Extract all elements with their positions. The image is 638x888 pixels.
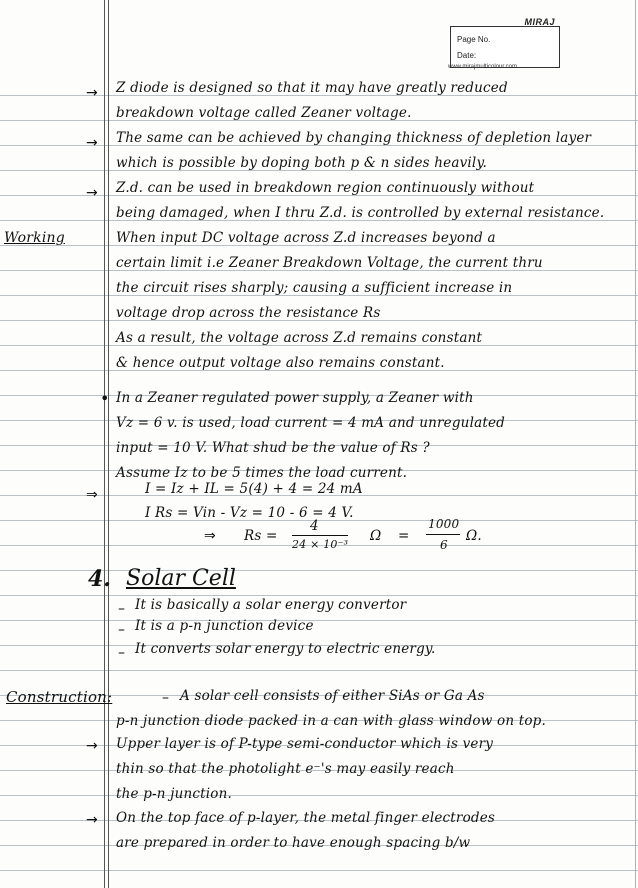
dash-bullet: – xyxy=(118,645,125,661)
bullet-dot: • xyxy=(100,389,110,408)
text-line: The same can be achieved by changing thickness of depletion layer xyxy=(116,130,592,146)
section-number: 4. xyxy=(88,566,111,592)
page-header-box xyxy=(450,17,560,68)
dash-bullet: – xyxy=(118,622,125,638)
text-line: thin so that the photolight e⁻'s may easily reach xyxy=(116,761,455,777)
text-line: are prepared in order to have enough spacing b/w xyxy=(116,835,471,851)
bullet-text: It converts solar energy to electric energy. xyxy=(135,641,436,657)
text-line: the circuit rises sharply; causing a sufficient increase in xyxy=(116,280,513,296)
text-line: which is possible by doping both p & n sides heavily. xyxy=(116,155,487,171)
text-line: Z.d. can be used in breakdown region continuously without xyxy=(116,180,535,196)
text-line: the p-n junction. xyxy=(116,786,232,802)
text-line: Assume Iz to be 5 times the load current. xyxy=(116,465,408,481)
text-line: In a Zeaner regulated power supply, a Zeaner with xyxy=(116,390,474,406)
ruled-line xyxy=(0,795,638,796)
arrow-icon: → xyxy=(86,738,98,754)
text-line: certain limit i.e Zeaner Breakdown Voltage, the current thru xyxy=(116,255,543,271)
fraction-bar xyxy=(292,535,348,536)
equation-lhs: Rs = xyxy=(244,528,278,544)
equals-sign: = xyxy=(398,528,410,544)
text-line: On the top face of p-layer, the metal finger electrodes xyxy=(116,810,496,826)
text-line: Vz = 6 v. is used, load current = 4 mA and unregulated xyxy=(116,415,505,431)
fraction-numerator: 1000 xyxy=(428,517,460,531)
text-line: & hence output voltage also remains constant. xyxy=(116,355,445,371)
arrow-icon: → xyxy=(86,185,98,201)
text-line: Z diode is designed so that it may have greatly reduced xyxy=(116,80,508,96)
arrow-icon: → xyxy=(86,85,98,101)
double-arrow-icon: ⇒ xyxy=(204,528,216,544)
page-edge-line xyxy=(635,0,636,888)
text-line: As a result, the voltage across Z.d remains constant xyxy=(116,330,483,346)
arrow-icon: → xyxy=(86,135,98,151)
text-line: A solar cell consists of either SiAs or Ga As xyxy=(180,688,485,704)
bullet-text: It is a p-n junction device xyxy=(135,618,314,634)
working-label: Working xyxy=(4,230,65,246)
dash-bullet: – xyxy=(162,690,169,706)
unit-ohm: Ω xyxy=(370,528,382,544)
ruled-line xyxy=(0,870,638,871)
text-line: Upper layer is of P-type semi-conductor which is very xyxy=(116,736,494,752)
section-title: Solar Cell xyxy=(126,566,236,591)
construction-label: Construction: xyxy=(6,688,113,706)
margin-line xyxy=(108,0,109,888)
text-line: When input DC voltage across Z.d increases beyond a xyxy=(116,230,496,246)
text-line: breakdown voltage called Zeaner voltage. xyxy=(116,105,412,121)
fraction-denominator: 6 xyxy=(440,538,448,552)
text-line: voltage drop across the resistance Rs xyxy=(116,305,381,321)
fraction-numerator: 4 xyxy=(310,518,319,534)
brand-url: www.mirajmulticolour.com xyxy=(448,64,518,70)
date-label: Date: xyxy=(457,51,477,60)
page-no-label: Page No. xyxy=(457,35,491,44)
unit-ohm: Ω. xyxy=(466,528,482,544)
text-line: p-n junction diode packed in a can with glass window on top. xyxy=(116,713,547,729)
ruled-line xyxy=(0,670,638,671)
brand-logo: MIRAJ xyxy=(524,17,555,27)
ruled-line xyxy=(0,595,638,596)
ruled-line xyxy=(0,620,638,621)
text-line: being damaged, when I thru Z.d. is controlled by external resistance. xyxy=(116,205,605,221)
text-line: input = 10 V. What shud be the value of Rs ? xyxy=(116,440,430,456)
arrow-icon: → xyxy=(86,812,98,828)
fraction-bar xyxy=(426,534,460,535)
margin-line xyxy=(104,0,105,888)
equation-line: I Rs = Vin - Vz = 10 - 6 = 4 V. xyxy=(145,505,354,521)
fraction-denominator: 24 × 10⁻³ xyxy=(292,538,349,551)
bullet-text: It is basically a solar energy convertor xyxy=(135,597,407,613)
equation-line: I = Iz + IL = 5(4) + 4 = 24 mA xyxy=(145,481,363,497)
double-arrow-icon: ⇒ xyxy=(86,487,98,503)
dash-bullet: – xyxy=(118,601,125,617)
